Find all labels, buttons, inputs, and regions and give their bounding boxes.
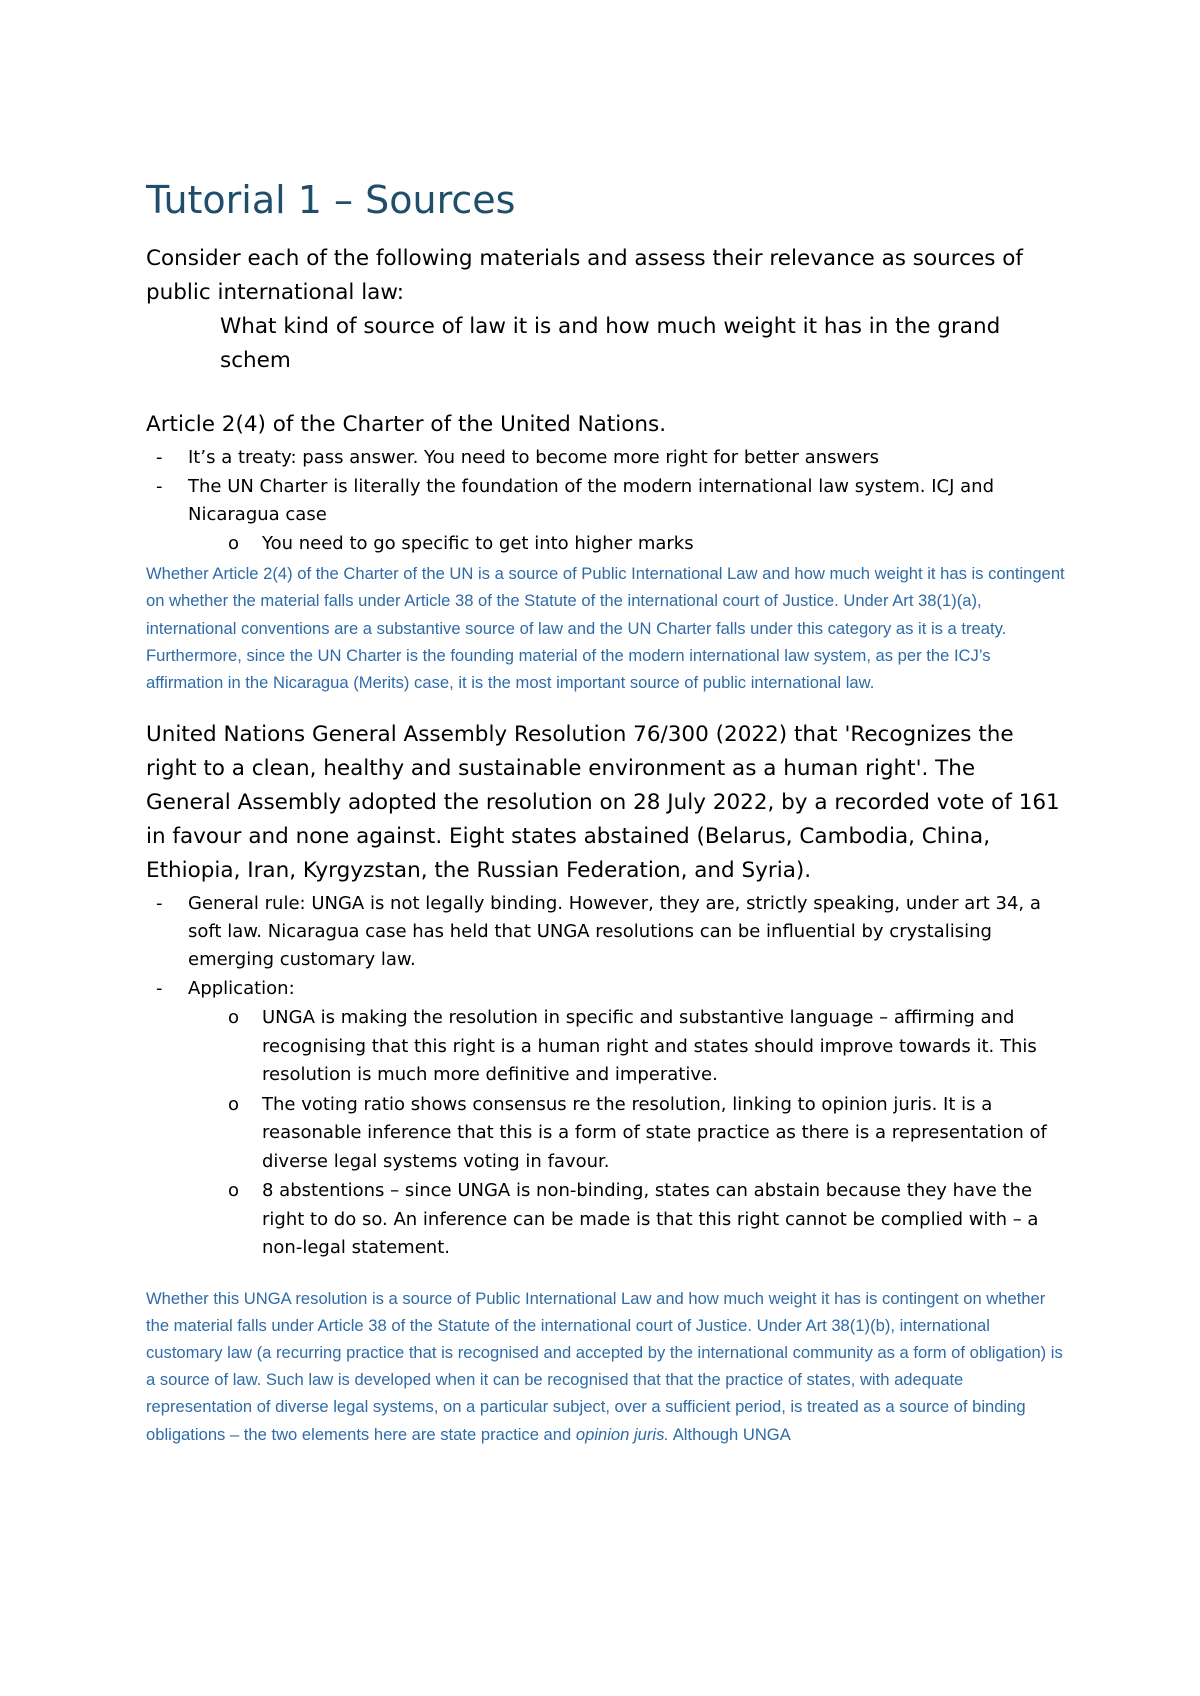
dash-marker: - bbox=[156, 978, 163, 1000]
dash-marker: - bbox=[156, 475, 163, 497]
circle-marker: o bbox=[228, 1093, 240, 1115]
answer-paragraph: Whether Article 2(4) of the Charter of the UN is a source of Public International Law and how much weight it has is contingent on whether the material falls under Article 38 of the Statute of the international court of Justice. Under Art 38(1)(a), international conventions are a substantive source of law and the UN Charter falls under this category as it is a treaty. Furthermore, since the UN Charter is the founding material of the modern international law system, as per the ICJ’s affirmation in the Nicaragua (Merits) case, it is the most important source of public international law. bbox=[146, 564, 1065, 692]
bullet-list bbox=[146, 890, 1066, 1003]
circle-marker: o bbox=[228, 1007, 240, 1029]
intro-paragraph: Consider each of the following materials and assess their relevance as sources of public international law: bbox=[146, 245, 1023, 305]
answer-text: Although UNGA bbox=[669, 1424, 791, 1444]
list-item bbox=[146, 975, 1066, 1003]
sub-list-item bbox=[146, 1091, 1066, 1177]
list-item-text: General rule: UNGA is not legally binding. However, they are, strictly speaking, under art 34, a soft law. Nicaragua case has held that UNGA resolutions can be influential by crystalising emerging customary law. bbox=[188, 893, 1041, 971]
page-title: Tutorial 1 – Sources bbox=[146, 178, 516, 222]
dash-marker: - bbox=[156, 893, 163, 915]
circle-marker: o bbox=[228, 1180, 240, 1202]
list-item bbox=[146, 444, 1066, 472]
sub-bullet-list bbox=[146, 1004, 1066, 1263]
sub-list-item bbox=[146, 1177, 1066, 1263]
list-item-text: Application: bbox=[188, 978, 295, 1000]
intro-note: What kind of source of law it is and how much weight it has in the grand schem bbox=[220, 313, 1001, 373]
list-item bbox=[146, 473, 1066, 529]
list-item bbox=[146, 890, 1066, 974]
circle-marker: o bbox=[228, 532, 240, 554]
sub-list-item-text: UNGA is making the resolution in specific and substantive language – affirming and recognising that this right is a human right and states should improve towards it. This resolution is much more definitive and imperative. bbox=[262, 1007, 1037, 1086]
sub-list-item-text: 8 abstentions – since UNGA is non-binding, states can abstain because they have the right to do so. An inference can be made is that this right cannot be complied with – a non-legal statement. bbox=[262, 1180, 1039, 1259]
bullet-list bbox=[146, 444, 1066, 529]
section-heading: Article 2(4) of the Charter of the United Nations. bbox=[146, 411, 667, 437]
sub-bullet-list bbox=[146, 530, 1066, 559]
list-item-text: It’s a treaty: pass answer. You need to become more right for better answers bbox=[188, 446, 880, 468]
document-content bbox=[146, 178, 1066, 1448]
section-heading: United Nations General Assembly Resolution 76/300 (2022) that 'Recognizes the right to a clean, healthy and sustainable environment as a human right'. The General Assembly adopted the resolution on 28 July 2022, by a recorded vote of 161 in favour and none against. Eight states abstained (Belarus, Cambodia, China, Ethiopia, Iran, Kyrgyzstan, the Russian Federation, and Syria). bbox=[146, 722, 1060, 884]
sub-list-item bbox=[146, 1004, 1066, 1090]
sub-list-item-text: The voting ratio shows consensus re the resolution, linking to opinion juris. It is a reasonable inference that this is a form of state practice as there is a representation of diverse legal systems voting in favour. bbox=[262, 1093, 1047, 1172]
answer-paragraph bbox=[146, 1285, 1066, 1448]
sub-list-item bbox=[146, 530, 1066, 559]
dash-marker: - bbox=[156, 446, 163, 468]
sub-list-item-text: You need to go specific to get into higher marks bbox=[262, 532, 694, 554]
list-item-text: The UN Charter is literally the foundation of the modern international law system. ICJ and Nicaragua case bbox=[188, 475, 995, 525]
answer-text: Whether this UNGA resolution is a source of Public International Law and how much weight it has is contingent on whether the material falls under Article 38 of the Statute of the international court of Justice. Under Art 38(1)(b), international customary law (a recurring practice that is recognised and accepted by the international community as a form of obligation) is a source of law. Such law is developed when it can be recognised that that the practice of states, with adequate representation of diverse legal systems, on a particular subject, over a sufficient period, is treated as a source of binding obligations – the two elements here are state practice and bbox=[146, 1288, 1063, 1444]
answer-italic-term: opinion juris. bbox=[575, 1424, 670, 1444]
